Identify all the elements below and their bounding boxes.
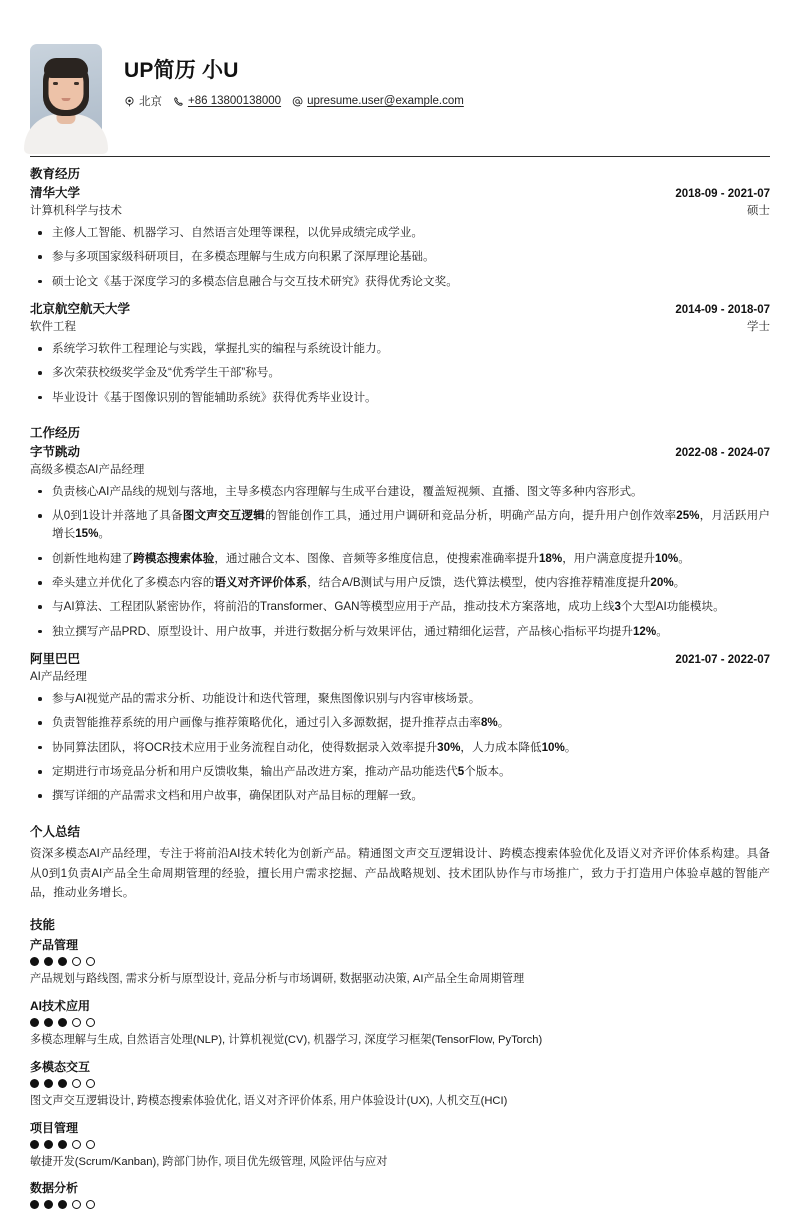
bullet-text: 个版本。 bbox=[464, 765, 511, 779]
bullet-text: 参与AI视觉产品的需求分析、功能设计和迭代管理，聚焦图像识别与内容审核场景。 bbox=[52, 692, 481, 706]
bullet-text: 牵头建立并优化了多模态内容的 bbox=[52, 576, 215, 590]
section-education bbox=[30, 166, 770, 407]
bullet-text: 与AI算法、工程团队紧密协作，将前沿的Transformer、GAN等模型应用于产品，推动技术方案落地，成功上线 bbox=[52, 600, 615, 614]
entry-organization: 北京航空航天大学 bbox=[30, 301, 131, 316]
entry-bullet-list bbox=[30, 483, 770, 641]
skill-dot-empty bbox=[72, 1200, 81, 1209]
skill-dot-filled bbox=[44, 1140, 53, 1149]
entry-period: 2022-08 - 2024-07 bbox=[675, 446, 770, 459]
entry-period: 2018-09 - 2021-07 bbox=[675, 187, 770, 200]
skill-description: 敏捷开发(Scrum/Kanban), 跨部门协作, 项目优先级管理, 风险评估与应对 bbox=[30, 1155, 388, 1168]
skill-dot-filled bbox=[30, 1200, 39, 1209]
bullet-emphasis: 30% bbox=[437, 740, 461, 754]
bullet-emphasis: 语义对齐评价体系 bbox=[214, 576, 308, 590]
skill-block bbox=[30, 936, 770, 988]
skill-dot-filled bbox=[30, 1018, 39, 1027]
bullet-item bbox=[30, 739, 770, 757]
entry-subheader-row bbox=[30, 319, 770, 335]
bullet-text: 创新性地构建了 bbox=[52, 551, 134, 565]
experience-entry bbox=[30, 185, 770, 291]
skill-description: 多模态理解与生成, 自然语言处理(NLP), 计算机视觉(CV), 机器学习, 深度学习框架(TensorFlow, PyTorch) bbox=[30, 1034, 543, 1047]
bullet-item bbox=[30, 273, 770, 291]
entry-organization: 清华大学 bbox=[30, 185, 81, 200]
skill-dot-filled bbox=[30, 1140, 39, 1149]
entry-role: AI产品经理 bbox=[30, 670, 87, 683]
skill-dot-filled bbox=[44, 957, 53, 966]
bullet-emphasis: 20% bbox=[650, 576, 674, 590]
entry-header-row bbox=[30, 185, 770, 203]
work-entries bbox=[30, 444, 770, 806]
education-entries bbox=[30, 185, 770, 407]
bullet-emphasis: 10% bbox=[541, 740, 565, 754]
bullet-text: 独立撰写产品PRD、原型设计、用户故事，并进行数据分析与效果评估，通过精细化运营，产品核心指标平均提升 bbox=[52, 624, 633, 638]
entry-period: 2014-09 - 2018-07 bbox=[675, 303, 770, 316]
entry-bullet-list bbox=[30, 224, 770, 291]
bullet-emphasis: 15% bbox=[75, 527, 99, 541]
bullet-emphasis: 图文声交互逻辑 bbox=[182, 509, 265, 523]
entry-bullet-list bbox=[30, 340, 770, 407]
bullet-text: 撰写详细的产品需求文档和用户故事，确保团队对产品目标的理解一致。 bbox=[52, 789, 424, 803]
bullet-emphasis: 18% bbox=[538, 551, 563, 565]
bullet-text: 。 bbox=[673, 576, 686, 590]
contact-location bbox=[124, 93, 162, 109]
bullet-text: 毕业设计《基于图像识别的智能辅助系统》获得优秀毕业设计。 bbox=[52, 390, 377, 404]
entry-subheader-row bbox=[30, 203, 770, 219]
bullet-text: ，通过融合文本、图像、音频等多维度信息，使搜索准确率提升 bbox=[214, 551, 539, 565]
skill-name: AI技术应用 bbox=[30, 999, 91, 1014]
entry-subheader-row bbox=[30, 669, 770, 685]
skill-level-dots bbox=[30, 1079, 770, 1088]
entry-organization: 阿里巴巴 bbox=[30, 652, 81, 667]
entry-role: 计算机科学与技术 bbox=[30, 204, 122, 217]
bullet-text: 个大型AI功能模块。 bbox=[621, 600, 725, 614]
skill-dot-filled bbox=[30, 1079, 39, 1088]
bullet-item bbox=[30, 248, 770, 266]
bullet-emphasis: 8% bbox=[480, 716, 498, 730]
entry-period: 2021-07 - 2022-07 bbox=[675, 654, 770, 667]
bullet-item bbox=[30, 364, 770, 382]
section-title-work: 工作经历 bbox=[30, 425, 81, 440]
bullet-item bbox=[30, 550, 770, 568]
experience-entry bbox=[30, 651, 770, 806]
skill-dot-empty bbox=[86, 1079, 95, 1088]
contact-email[interactable] bbox=[292, 95, 464, 107]
bullet-text: 。 bbox=[678, 551, 690, 565]
skill-dot-empty bbox=[72, 1079, 81, 1088]
bullet-text: 硕士论文《基于深度学习的多模态信息融合与交互技术研究》获得优秀论文奖。 bbox=[52, 274, 458, 288]
bullet-text: 的智能创作工具，通过用户调研和竞品分析，明确产品方向，提升用户创作效率 bbox=[264, 509, 677, 523]
bullet-item bbox=[30, 340, 770, 358]
bullet-text: 主修人工智能、机器学习、自然语言处理等课程，以优异成绩完成学业。 bbox=[52, 225, 424, 239]
skill-name: 多模态交互 bbox=[30, 1059, 91, 1074]
contact-location-text: 北京 bbox=[139, 96, 162, 109]
bullet-item bbox=[30, 623, 770, 641]
skill-dot-filled bbox=[30, 957, 39, 966]
skill-dot-filled bbox=[58, 1140, 67, 1149]
bullet-text: 从0到1设计并落地了具备 bbox=[52, 509, 183, 523]
contact-list bbox=[124, 93, 464, 109]
skill-list bbox=[30, 936, 770, 1209]
bullet-text: 。 bbox=[656, 624, 668, 638]
email-at-icon bbox=[292, 96, 303, 107]
skill-dot-empty bbox=[72, 1140, 81, 1149]
bullet-emphasis: 5 bbox=[457, 765, 465, 779]
identity-block bbox=[124, 44, 464, 109]
bullet-emphasis: 3 bbox=[614, 600, 621, 614]
phone-icon bbox=[173, 96, 184, 107]
bullet-item bbox=[30, 714, 770, 732]
section-skills bbox=[30, 917, 770, 1209]
skill-dot-empty bbox=[72, 1018, 81, 1027]
bullet-emphasis: 12% bbox=[632, 624, 657, 638]
bullet-item bbox=[30, 598, 770, 616]
bullet-item bbox=[30, 389, 770, 407]
contact-phone[interactable] bbox=[173, 95, 281, 107]
skill-dot-filled bbox=[58, 1079, 67, 1088]
skill-dot-filled bbox=[44, 1079, 53, 1088]
bullet-item bbox=[30, 763, 770, 781]
entry-header-row bbox=[30, 651, 770, 669]
skill-dot-filled bbox=[58, 957, 67, 966]
skill-dot-empty bbox=[86, 1018, 95, 1027]
skill-level-dots bbox=[30, 1140, 770, 1149]
skill-description: 图文声交互逻辑设计, 跨模态搜索体验优化, 语义对齐评价体系, 用户体验设计(UX), 人机交互(HCI) bbox=[30, 1094, 508, 1107]
skill-dot-empty bbox=[72, 957, 81, 966]
bullet-text: 协同算法团队，将OCR技术应用于业务流程自动化，使得数据录入效率提升 bbox=[52, 740, 438, 754]
skill-block bbox=[30, 1058, 770, 1110]
entry-bullet-list bbox=[30, 690, 770, 806]
contact-phone-text[interactable]: +86 13800138000 bbox=[188, 95, 282, 108]
section-title-skills: 技能 bbox=[30, 918, 56, 933]
section-summary bbox=[30, 824, 770, 904]
bullet-text: 多次荣获校级奖学金及“优秀学生干部”称号。 bbox=[52, 366, 281, 380]
resume-header bbox=[30, 44, 770, 150]
bullet-text: 参与多项国家级科研项目，在多模态理解与生成方向积累了深厚理论基础。 bbox=[52, 250, 435, 264]
entry-header-row bbox=[30, 301, 770, 319]
bullet-item bbox=[30, 690, 770, 708]
skill-level-dots bbox=[30, 1018, 770, 1027]
bullet-text: ，结合A/B测试与用户反馈，迭代算法模型，使内容推荐精准度提升 bbox=[307, 576, 651, 590]
skill-dot-filled bbox=[58, 1018, 67, 1027]
experience-entry bbox=[30, 301, 770, 407]
bullet-item bbox=[30, 787, 770, 805]
bullet-text: 定期进行市场竞品分析和用户反馈收集，输出产品改进方案，推动产品功能迭代 bbox=[52, 765, 458, 779]
skill-dot-filled bbox=[58, 1200, 67, 1209]
bullet-text: 系统学习软件工程理论与实践，掌握扎实的编程与系统设计能力。 bbox=[52, 341, 389, 355]
header-divider bbox=[30, 156, 770, 157]
bullet-emphasis: 25% bbox=[676, 509, 700, 523]
skill-dot-empty bbox=[86, 1200, 95, 1209]
skill-block bbox=[30, 997, 770, 1049]
skill-level-dots bbox=[30, 957, 770, 966]
section-title-education: 教育经历 bbox=[30, 167, 81, 181]
skill-dot-filled bbox=[44, 1018, 53, 1027]
bullet-text: 。 bbox=[98, 527, 111, 541]
entry-role: 高级多模态AI产品经理 bbox=[30, 463, 145, 476]
bullet-text: 。 bbox=[497, 716, 510, 730]
entry-aside: 硕士 bbox=[747, 204, 770, 217]
bullet-text: ，月活跃用户增长 bbox=[52, 509, 770, 541]
bullet-item bbox=[30, 574, 770, 592]
skill-name: 数据分析 bbox=[30, 1181, 79, 1196]
entry-organization: 字节跳动 bbox=[30, 444, 81, 459]
bullet-item bbox=[30, 483, 770, 501]
skill-name: 项目管理 bbox=[30, 1120, 79, 1135]
skill-block bbox=[30, 1179, 770, 1209]
entry-role: 软件工程 bbox=[30, 320, 76, 333]
section-title-summary: 个人总结 bbox=[30, 824, 81, 839]
skill-dot-filled bbox=[44, 1200, 53, 1209]
bullet-text: ，人力成本降低 bbox=[460, 740, 542, 754]
bullet-text: 负责智能推荐系统的用户画像与推荐策略优化，通过引入多源数据，提升推荐点击率 bbox=[52, 716, 481, 730]
experience-entry bbox=[30, 444, 770, 641]
section-work bbox=[30, 425, 770, 806]
entry-header-row bbox=[30, 444, 770, 462]
bullet-emphasis: 10% bbox=[654, 551, 679, 565]
entry-subheader-row bbox=[30, 462, 770, 478]
skill-level-dots bbox=[30, 1200, 770, 1209]
bullet-emphasis: 跨模态搜索体验 bbox=[133, 551, 215, 565]
bullet-text: 负责核心AI产品线的规划与落地，主导多模态内容理解与生成平台建设，覆盖短视频、直播、图文等多种内容形式。 bbox=[52, 484, 643, 498]
bullet-text: 。 bbox=[564, 740, 577, 754]
bullet-item bbox=[30, 507, 770, 544]
avatar bbox=[30, 44, 102, 140]
skill-dot-empty bbox=[86, 1140, 95, 1149]
page-title: UP简历 小U bbox=[124, 59, 239, 82]
bullet-text: ，用户满意度提升 bbox=[562, 551, 655, 565]
skill-block bbox=[30, 1119, 770, 1171]
bullet-item bbox=[30, 224, 770, 242]
summary-text: 资深多模态AI产品经理，专注于将前沿AI技术转化为创新产品。精通图文声交互逻辑设计、跨模态搜索体验优化及语义对齐评价体系构建。具备从0到1负责AI产品全生命周期管理的经验，擅长用户需求挖掘、产品战略规划、技术团队协作与市场推广，致力于打造用户体验卓越的智能产品，推动业务增长。 bbox=[30, 846, 770, 900]
skill-description: 产品规划与路线图, 需求分析与原型设计, 竞品分析与市场调研, 数据驱动决策, AI产品全生命周期管理 bbox=[30, 973, 525, 986]
location-pin-icon bbox=[124, 96, 135, 107]
entry-aside: 学士 bbox=[747, 320, 770, 333]
contact-email-text[interactable]: upresume.user@example.com bbox=[307, 95, 464, 108]
skill-dot-empty bbox=[86, 957, 95, 966]
skill-name: 产品管理 bbox=[30, 938, 79, 953]
